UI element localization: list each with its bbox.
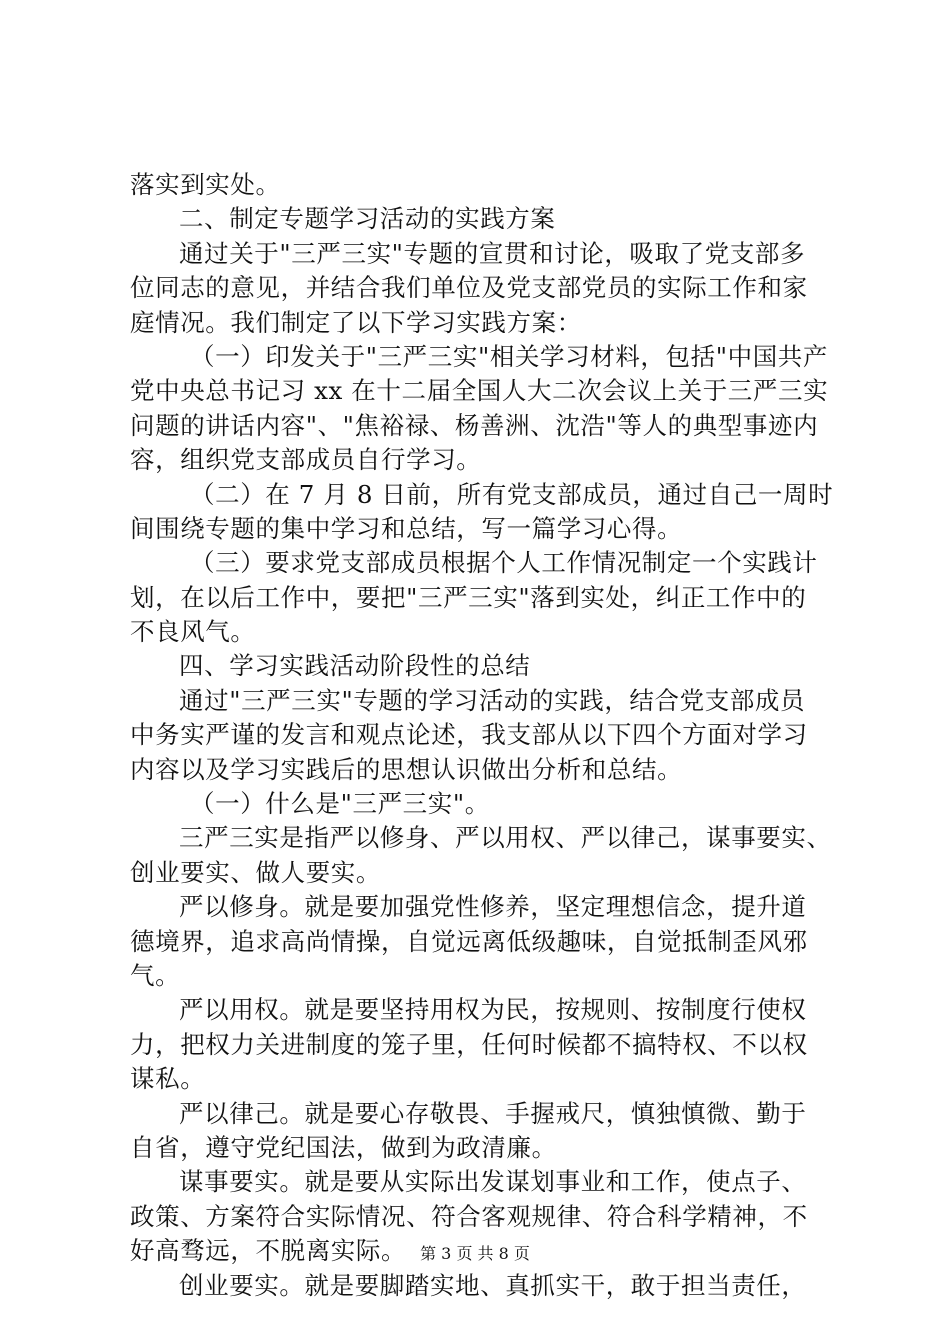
text-line: 中务实严谨的发言和观点论述，我支部从以下四个方面对学习 — [130, 720, 808, 750]
text-line: 力，把权力关进制度的笼子里，任何时候都不搞特权、不以权 — [130, 1029, 808, 1059]
text-line: 间围绕专题的集中学习和总结，写一篇学习心得。 — [130, 513, 683, 543]
text-line: 庭情况。我们制定了以下学习实践方案： — [130, 307, 582, 337]
text-line: 好高骛远，不脱离实际。 — [130, 1236, 407, 1266]
text-line: 严以用权。就是要坚持用权为民，按规则、按制度行使权 — [179, 995, 807, 1025]
text-line: 通过关于"三严三实"专题的宣贯和讨论，吸取了党支部多 — [179, 238, 806, 268]
text-line: 容，组织党支部成员自行学习。 — [130, 445, 482, 475]
text-line: （一）什么是"三严三实"。 — [190, 789, 490, 819]
text-line: 位同志的意见，并结合我们单位及党支部党员的实际工作和家 — [130, 273, 808, 303]
text-line: 创业要实、做人要实。 — [130, 857, 381, 887]
text-line: 德境界，追求高尚情操，自觉远离低级趣味，自觉抵制歪风邪 — [130, 926, 808, 956]
text-line: 通过"三严三实"专题的学习活动的实践，结合党支部成员 — [179, 685, 806, 715]
text-line: 谋私。 — [130, 1064, 206, 1094]
text-line: 气。 — [130, 960, 181, 990]
text-line: 自省，遵守党纪国法，做到为政清廉。 — [130, 1132, 557, 1162]
text-line: 严以修身。就是要加强党性修养，坚定理想信念，提升道 — [179, 892, 807, 922]
text-line: 四、学习实践活动阶段性的总结 — [179, 651, 531, 681]
text-line: 不良风气。 — [130, 617, 256, 647]
text-line: （二）在 7 月 8 日前，所有党支部成员，通过自己一周时 — [190, 479, 834, 509]
text-line: （一）印发关于"三严三实"相关学习材料，包括"中国共产 — [190, 341, 829, 371]
text-line: 政策、方案符合实际情况、符合客观规律、符合科学精神，不 — [130, 1201, 808, 1231]
text-line: 严以律己。就是要心存敬畏、手握戒尺，慎独慎微、勤于 — [179, 1098, 807, 1128]
text-line: 内容以及学习实践后的思想认识做出分析和总结。 — [130, 754, 683, 784]
page-footer: 第 3 页 共 8 页 — [420, 1244, 530, 1263]
text-line: 划，在以后工作中，要把"三严三实"落到实处，纠正工作中的 — [130, 582, 807, 612]
text-line: 党中央总书记习 xx 在十二届全国人大二次会议上关于三严三实 — [130, 376, 829, 406]
text-line: （三）要求党支部成员根据个人工作情况制定一个实践计 — [190, 548, 818, 578]
text-line: 二、制定专题学习活动的实践方案 — [179, 204, 556, 234]
text-line: 落实到实处。 — [130, 170, 281, 199]
text-line: 创业要实。就是要脚踏实地、真抓实干，敢于担当责任， — [179, 1270, 807, 1300]
text-line: 问题的讲话内容"、"焦裕禄、杨善洲、沈浩"等人的典型事迹内 — [130, 410, 819, 440]
text-line: 谋事要实。就是要从实际出发谋划事业和工作，使点子、 — [179, 1167, 807, 1197]
document-body — [130, 168, 835, 1303]
text-line: 三严三实是指严以修身、严以用权、严以律己，谋事要实、 — [179, 823, 832, 853]
